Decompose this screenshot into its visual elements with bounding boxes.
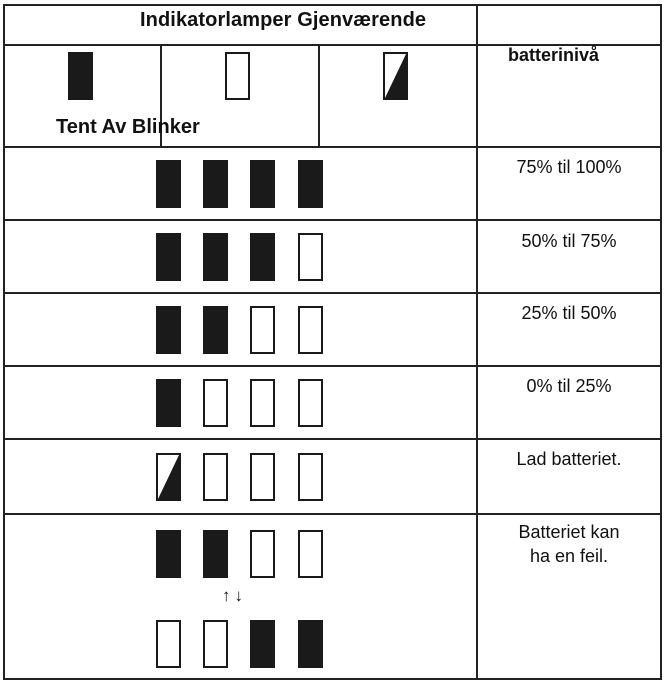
lamp-off-icon [298, 233, 323, 281]
lamp-off-icon [203, 453, 228, 501]
battery-level-text: 25% til 50% [521, 303, 617, 323]
lamp-on-icon [203, 306, 228, 354]
row-divider [5, 146, 660, 148]
battery-fault-line: Batteriet kan [518, 522, 620, 542]
lamp-on-icon [250, 160, 275, 208]
battery-level-text: 75% til 100% [516, 157, 622, 177]
row-divider [5, 292, 660, 294]
row-divider [5, 365, 660, 367]
legend-divider [318, 44, 320, 146]
lamp-off-icon [298, 530, 323, 578]
lamp-off-icon [250, 306, 275, 354]
lamp-on-icon [250, 233, 275, 281]
lamp-on-icon [298, 160, 323, 208]
battery-level-header: batterinivå [508, 45, 600, 65]
lamp-off-icon [203, 379, 228, 427]
table-title: Indikatorlamper Gjenværende [140, 9, 427, 31]
lamp-off-icon [250, 453, 275, 501]
lamp-off-icon [298, 453, 323, 501]
lamp-off-icon [203, 620, 228, 668]
legend-lamp-off-icon [225, 52, 250, 100]
lamp-blink-icon [156, 453, 181, 501]
alternating-arrows-icon: ↑↓ [222, 586, 247, 605]
lamp-on-icon [250, 620, 275, 668]
battery-level-text: 0% til 25% [526, 376, 612, 396]
battery-indicator-table [3, 4, 662, 680]
legend-lamp-blink-icon [383, 52, 408, 100]
row-divider [5, 438, 660, 440]
battery-level-text: Lad batteriet. [516, 449, 622, 469]
lamp-on-icon [156, 530, 181, 578]
legend-labels: Tent Av Blinker [56, 116, 200, 138]
lamp-on-icon [203, 530, 228, 578]
lamp-on-icon [203, 233, 228, 281]
lamp-off-icon [298, 306, 323, 354]
lamp-off-icon [250, 530, 275, 578]
lamp-on-icon [203, 160, 228, 208]
lamp-on-icon [298, 620, 323, 668]
lamp-on-icon [156, 379, 181, 427]
row-divider [5, 513, 660, 515]
battery-fault-text [476, 520, 662, 568]
column-divider [476, 6, 478, 678]
lamp-on-icon [156, 160, 181, 208]
lamp-off-icon [156, 620, 181, 668]
legend-lamp-on-icon [68, 52, 93, 100]
battery-level-text: 50% til 75% [521, 231, 617, 251]
lamp-on-icon [156, 306, 181, 354]
lamp-off-icon [250, 379, 275, 427]
lamp-off-icon [298, 379, 323, 427]
lamp-on-icon [156, 233, 181, 281]
battery-fault-line: ha en feil. [529, 546, 609, 566]
row-divider [5, 219, 660, 221]
